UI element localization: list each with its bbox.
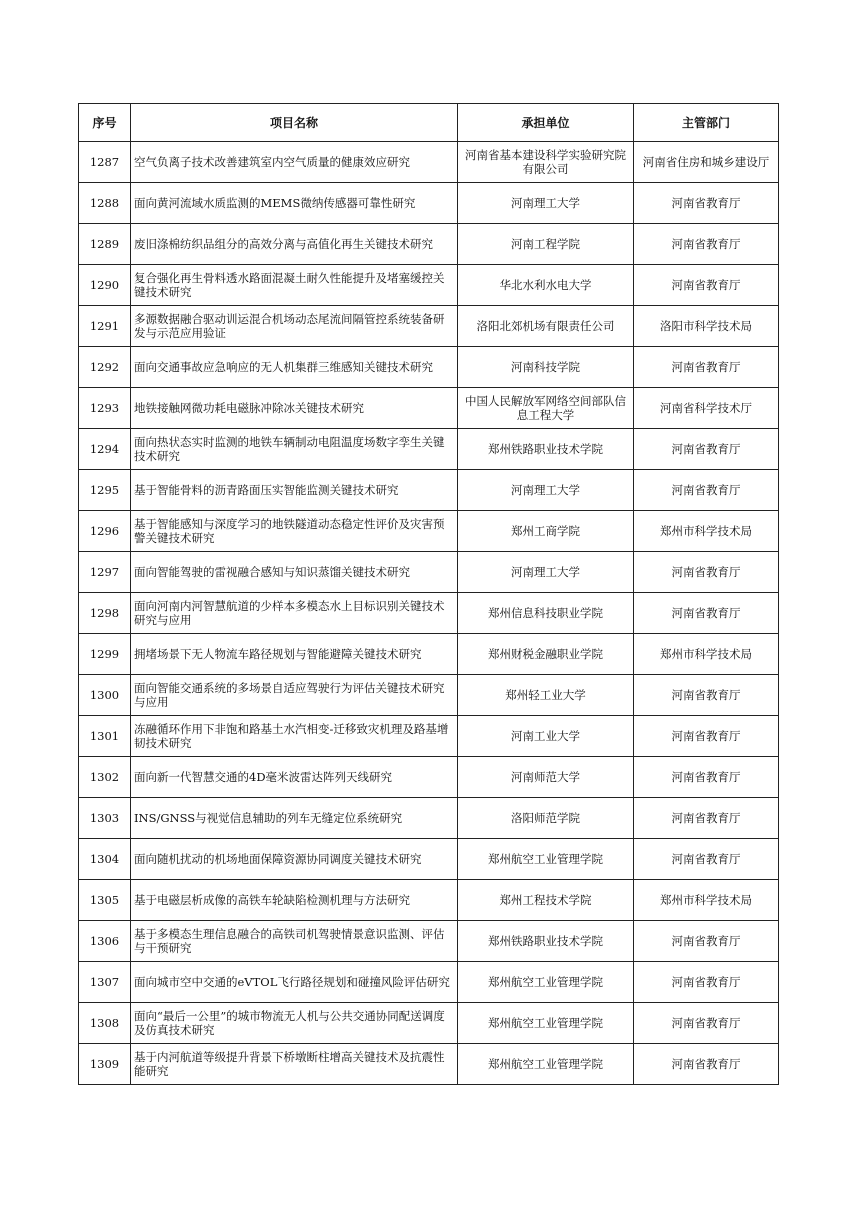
header-row — [79, 104, 779, 142]
cell-dept: 河南省教育厅 — [634, 429, 779, 470]
cell-num: 1287 — [79, 142, 131, 183]
cell-num: 1303 — [79, 798, 131, 839]
cell-unit: 郑州航空工业管理学院 — [458, 1044, 634, 1085]
cell-dept: 河南省教育厅 — [634, 921, 779, 962]
cell-project-name: 空气负离子技术改善建筑室内空气质量的健康效应研究 — [131, 142, 458, 183]
cell-dept: 河南省教育厅 — [634, 798, 779, 839]
cell-dept: 河南省教育厅 — [634, 716, 779, 757]
table-row — [79, 880, 779, 921]
cell-unit: 河南省基本建设科学实验研究院有限公司 — [458, 142, 634, 183]
table-row — [79, 798, 779, 839]
table-row — [79, 634, 779, 675]
table-row — [79, 962, 779, 1003]
cell-num: 1302 — [79, 757, 131, 798]
cell-project-name: 基于智能骨料的沥青路面压实智能监测关键技术研究 — [131, 470, 458, 511]
cell-unit: 河南理工大学 — [458, 552, 634, 593]
cell-unit: 郑州轻工业大学 — [458, 675, 634, 716]
table-row — [79, 593, 779, 634]
cell-unit: 郑州铁路职业技术学院 — [458, 921, 634, 962]
cell-project-name: 面向智能交通系统的多场景自适应驾驶行为评估关键技术研究与应用 — [131, 675, 458, 716]
table-row — [79, 142, 779, 183]
cell-project-name: 基于电磁层析成像的高铁车轮缺陷检测机理与方法研究 — [131, 880, 458, 921]
cell-num: 1289 — [79, 224, 131, 265]
cell-unit: 郑州信息科技职业学院 — [458, 593, 634, 634]
cell-num: 1299 — [79, 634, 131, 675]
project-table — [78, 103, 779, 1085]
cell-num: 1309 — [79, 1044, 131, 1085]
cell-unit: 郑州工程技术学院 — [458, 880, 634, 921]
table-row — [79, 1003, 779, 1044]
table-row — [79, 1044, 779, 1085]
cell-num: 1306 — [79, 921, 131, 962]
cell-project-name: 拥堵场景下无人物流车路径规划与智能避障关键技术研究 — [131, 634, 458, 675]
cell-dept: 河南省教育厅 — [634, 757, 779, 798]
cell-unit: 郑州铁路职业技术学院 — [458, 429, 634, 470]
header-unit: 承担单位 — [458, 104, 634, 142]
cell-dept: 河南省教育厅 — [634, 839, 779, 880]
table-row — [79, 552, 779, 593]
table-row — [79, 716, 779, 757]
table-row — [79, 757, 779, 798]
cell-project-name: 地铁接触网微功耗电磁脉冲除冰关键技术研究 — [131, 388, 458, 429]
cell-project-name: 基于内河航道等级提升背景下桥墩断柱增高关键技术及抗震性能研究 — [131, 1044, 458, 1085]
cell-dept: 河南省教育厅 — [634, 347, 779, 388]
cell-dept: 河南省教育厅 — [634, 552, 779, 593]
cell-project-name: 面向随机扰动的机场地面保障资源协同调度关键技术研究 — [131, 839, 458, 880]
cell-num: 1301 — [79, 716, 131, 757]
cell-project-name: 面向热状态实时监测的地铁车辆制动电阻温度场数字孪生关键技术研究 — [131, 429, 458, 470]
table-row — [79, 429, 779, 470]
cell-unit: 河南师范大学 — [458, 757, 634, 798]
cell-project-name: 面向城市空中交通的eVTOL飞行路径规划和碰撞风险评估研究 — [131, 962, 458, 1003]
table-row — [79, 470, 779, 511]
cell-num: 1304 — [79, 839, 131, 880]
table-row — [79, 388, 779, 429]
cell-unit: 河南科技学院 — [458, 347, 634, 388]
cell-num: 1300 — [79, 675, 131, 716]
cell-dept: 河南省教育厅 — [634, 962, 779, 1003]
cell-unit: 郑州航空工业管理学院 — [458, 962, 634, 1003]
cell-num: 1288 — [79, 183, 131, 224]
table-row — [79, 224, 779, 265]
cell-dept: 河南省教育厅 — [634, 470, 779, 511]
table-row — [79, 183, 779, 224]
table-row — [79, 675, 779, 716]
cell-dept: 河南省住房和城乡建设厅 — [634, 142, 779, 183]
cell-dept: 河南省教育厅 — [634, 224, 779, 265]
table-row — [79, 921, 779, 962]
cell-project-name: 冻融循环作用下非饱和路基土水汽相变-迁移致灾机理及路基增韧技术研究 — [131, 716, 458, 757]
cell-unit: 河南工业大学 — [458, 716, 634, 757]
cell-dept: 河南省教育厅 — [634, 593, 779, 634]
cell-dept: 河南省科学技术厅 — [634, 388, 779, 429]
header-dept: 主管部门 — [634, 104, 779, 142]
cell-unit: 洛阳北郊机场有限责任公司 — [458, 306, 634, 347]
table-row — [79, 511, 779, 552]
header-num: 序号 — [79, 104, 131, 142]
cell-num: 1295 — [79, 470, 131, 511]
cell-dept: 河南省教育厅 — [634, 265, 779, 306]
cell-dept: 河南省教育厅 — [634, 183, 779, 224]
cell-num: 1308 — [79, 1003, 131, 1044]
cell-num: 1291 — [79, 306, 131, 347]
cell-project-name: 多源数据融合驱动训运混合机场动态尾流间隔管控系统装备研发与示范应用验证 — [131, 306, 458, 347]
cell-project-name: 基于智能感知与深度学习的地铁隧道动态稳定性评价及灾害预警关键技术研究 — [131, 511, 458, 552]
cell-num: 1307 — [79, 962, 131, 1003]
cell-unit: 郑州财税金融职业学院 — [458, 634, 634, 675]
table-row — [79, 839, 779, 880]
cell-project-name: 面向河南内河智慧航道的少样本多模态水上目标识别关键技术研究与应用 — [131, 593, 458, 634]
cell-dept: 郑州市科学技术局 — [634, 511, 779, 552]
cell-dept: 河南省教育厅 — [634, 1044, 779, 1085]
cell-num: 1305 — [79, 880, 131, 921]
cell-unit: 郑州航空工业管理学院 — [458, 839, 634, 880]
cell-dept: 河南省教育厅 — [634, 675, 779, 716]
cell-dept: 郑州市科学技术局 — [634, 634, 779, 675]
cell-num: 1297 — [79, 552, 131, 593]
cell-project-name: 面向新一代智慧交通的4D毫米波雷达阵列天线研究 — [131, 757, 458, 798]
cell-project-name: 面向交通事故应急响应的无人机集群三维感知关键技术研究 — [131, 347, 458, 388]
cell-project-name: INS/GNSS与视觉信息辅助的列车无缝定位系统研究 — [131, 798, 458, 839]
cell-dept: 河南省教育厅 — [634, 1003, 779, 1044]
table-row — [79, 306, 779, 347]
cell-unit: 郑州航空工业管理学院 — [458, 1003, 634, 1044]
cell-dept: 洛阳市科学技术局 — [634, 306, 779, 347]
cell-project-name: 基于多模态生理信息融合的高铁司机驾驶情景意识监测、评估与干预研究 — [131, 921, 458, 962]
cell-num: 1290 — [79, 265, 131, 306]
header-name: 项目名称 — [131, 104, 458, 142]
cell-project-name: 面向黄河流域水质监测的MEMS微纳传感器可靠性研究 — [131, 183, 458, 224]
cell-unit: 洛阳师范学院 — [458, 798, 634, 839]
cell-unit: 华北水利水电大学 — [458, 265, 634, 306]
cell-unit: 中国人民解放军网络空间部队信息工程大学 — [458, 388, 634, 429]
cell-num: 1298 — [79, 593, 131, 634]
table-row — [79, 347, 779, 388]
cell-num: 1296 — [79, 511, 131, 552]
cell-unit: 河南理工大学 — [458, 470, 634, 511]
cell-project-name: 面向智能驾驶的雷视融合感知与知识蒸馏关键技术研究 — [131, 552, 458, 593]
cell-dept: 郑州市科学技术局 — [634, 880, 779, 921]
cell-project-name: 废旧涤棉纺织品组分的高效分离与高值化再生关键技术研究 — [131, 224, 458, 265]
table-row — [79, 265, 779, 306]
cell-num: 1294 — [79, 429, 131, 470]
cell-num: 1292 — [79, 347, 131, 388]
cell-unit: 郑州工商学院 — [458, 511, 634, 552]
cell-unit: 河南工程学院 — [458, 224, 634, 265]
cell-unit: 河南理工大学 — [458, 183, 634, 224]
cell-num: 1293 — [79, 388, 131, 429]
cell-project-name: 复合强化再生骨料透水路面混凝土耐久性能提升及堵塞缓控关键技术研究 — [131, 265, 458, 306]
cell-project-name: 面向“最后一公里”的城市物流无人机与公共交通协同配送调度及仿真技术研究 — [131, 1003, 458, 1044]
